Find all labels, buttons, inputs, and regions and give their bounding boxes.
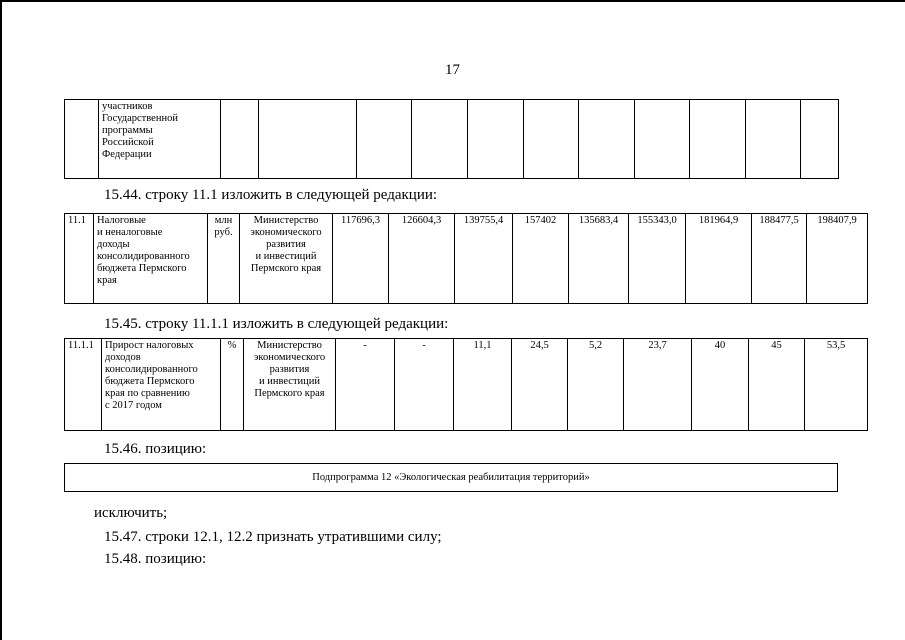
value-cell: 5,2 bbox=[568, 339, 624, 431]
ministry bbox=[244, 339, 336, 431]
ministry-line: развития bbox=[269, 364, 310, 375]
ministry-line: Министерство bbox=[253, 215, 319, 226]
unit-line: руб. bbox=[214, 227, 233, 238]
value-cell: 155343,0 bbox=[629, 214, 686, 304]
name-line: бюджета Пермского bbox=[105, 376, 195, 387]
name-line: Российской bbox=[102, 137, 154, 148]
ministry-line: экономического bbox=[253, 352, 326, 363]
unit: % bbox=[221, 339, 244, 431]
value-cell: 139755,4 bbox=[455, 214, 513, 304]
cell-value bbox=[746, 100, 801, 179]
subprogram-box: Подпрограмма 12 «Экологическая реабилитация территорий» bbox=[64, 463, 838, 492]
row-number: 11.1 bbox=[65, 214, 94, 304]
indicator-name bbox=[94, 214, 208, 304]
name-line: Федерации bbox=[102, 149, 152, 160]
paragraph-exclude: исключить; bbox=[94, 505, 168, 521]
table-row-11-1-1 bbox=[64, 338, 868, 431]
value-cell: 135683,4 bbox=[569, 214, 629, 304]
name-line: Прирост налоговых bbox=[105, 340, 194, 351]
value-cell: 40 bbox=[692, 339, 749, 431]
ministry-line: Пермского края bbox=[250, 263, 322, 274]
value-cell: 198407,9 bbox=[807, 214, 868, 304]
page-border-top bbox=[0, 0, 905, 2]
ministry bbox=[240, 214, 333, 304]
name-line: участников bbox=[102, 101, 153, 112]
ministry-line: и инвестиций bbox=[255, 251, 317, 262]
paragraph-15-44: 15.44. строку 11.1 изложить в следующей редакции: bbox=[104, 187, 438, 203]
cell-num bbox=[65, 100, 99, 179]
unit-line: млн bbox=[214, 215, 233, 226]
cell-value bbox=[635, 100, 690, 179]
name-line: Государственной bbox=[102, 113, 178, 124]
value-cell: 24,5 bbox=[512, 339, 568, 431]
cell-value bbox=[357, 100, 412, 179]
value-cell: 117696,3 bbox=[333, 214, 389, 304]
value-cell: 157402 bbox=[513, 214, 569, 304]
name-line: с 2017 годом bbox=[105, 400, 162, 411]
table-row-11-1 bbox=[64, 213, 868, 304]
value-cell: 45 bbox=[749, 339, 805, 431]
ministry-line: развития bbox=[266, 239, 306, 250]
value-cell: - bbox=[395, 339, 454, 431]
name-line: консолидированного bbox=[97, 251, 190, 262]
value-cell: 23,7 bbox=[624, 339, 692, 431]
value-cell: 53,5 bbox=[805, 339, 868, 431]
cell-ministry bbox=[259, 100, 357, 179]
page-number: 17 bbox=[445, 62, 460, 78]
name-line: и неналоговые bbox=[97, 227, 163, 238]
ministry-line: Пермского края bbox=[254, 388, 325, 399]
table-continuation bbox=[64, 99, 839, 179]
value-cell: - bbox=[336, 339, 395, 431]
cell-value bbox=[690, 100, 746, 179]
name-line: доходы bbox=[97, 239, 130, 250]
ministry-line: и инвестиций bbox=[258, 376, 321, 387]
paragraph-15-45: 15.45. строку 11.1.1 изложить в следующей редакции: bbox=[104, 316, 449, 332]
name-line: доходов bbox=[105, 352, 141, 363]
ministry-line: экономического bbox=[250, 227, 322, 238]
value-cell: 11,1 bbox=[454, 339, 512, 431]
ministry-line: Министерство bbox=[257, 340, 322, 351]
cell-value bbox=[801, 100, 839, 179]
value-cell: 126604,3 bbox=[389, 214, 455, 304]
cell-name bbox=[99, 100, 221, 179]
paragraph-15-46: 15.46. позицию: bbox=[104, 441, 207, 457]
indicator-name bbox=[102, 339, 221, 431]
name-line: края bbox=[97, 275, 117, 286]
value-cell: 188477,5 bbox=[752, 214, 807, 304]
value-cell: 181964,9 bbox=[686, 214, 752, 304]
paragraph-15-47: 15.47. строки 12.1, 12.2 признать утратившими силу; bbox=[104, 529, 442, 545]
cell-unit bbox=[221, 100, 259, 179]
row-number: 11.1.1 bbox=[65, 339, 102, 431]
cell-value bbox=[412, 100, 468, 179]
name-line: программы bbox=[102, 125, 153, 136]
cell-value bbox=[524, 100, 579, 179]
cell-value bbox=[579, 100, 635, 179]
name-line: Налоговые bbox=[97, 215, 146, 226]
cell-value bbox=[468, 100, 524, 179]
page-border-left bbox=[0, 0, 2, 640]
paragraph-15-48: 15.48. позицию: bbox=[104, 551, 207, 567]
unit bbox=[208, 214, 240, 304]
name-line: консолидированного bbox=[105, 364, 198, 375]
name-line: бюджета Пермского bbox=[97, 263, 187, 274]
name-line: края по сравнению bbox=[105, 388, 190, 399]
